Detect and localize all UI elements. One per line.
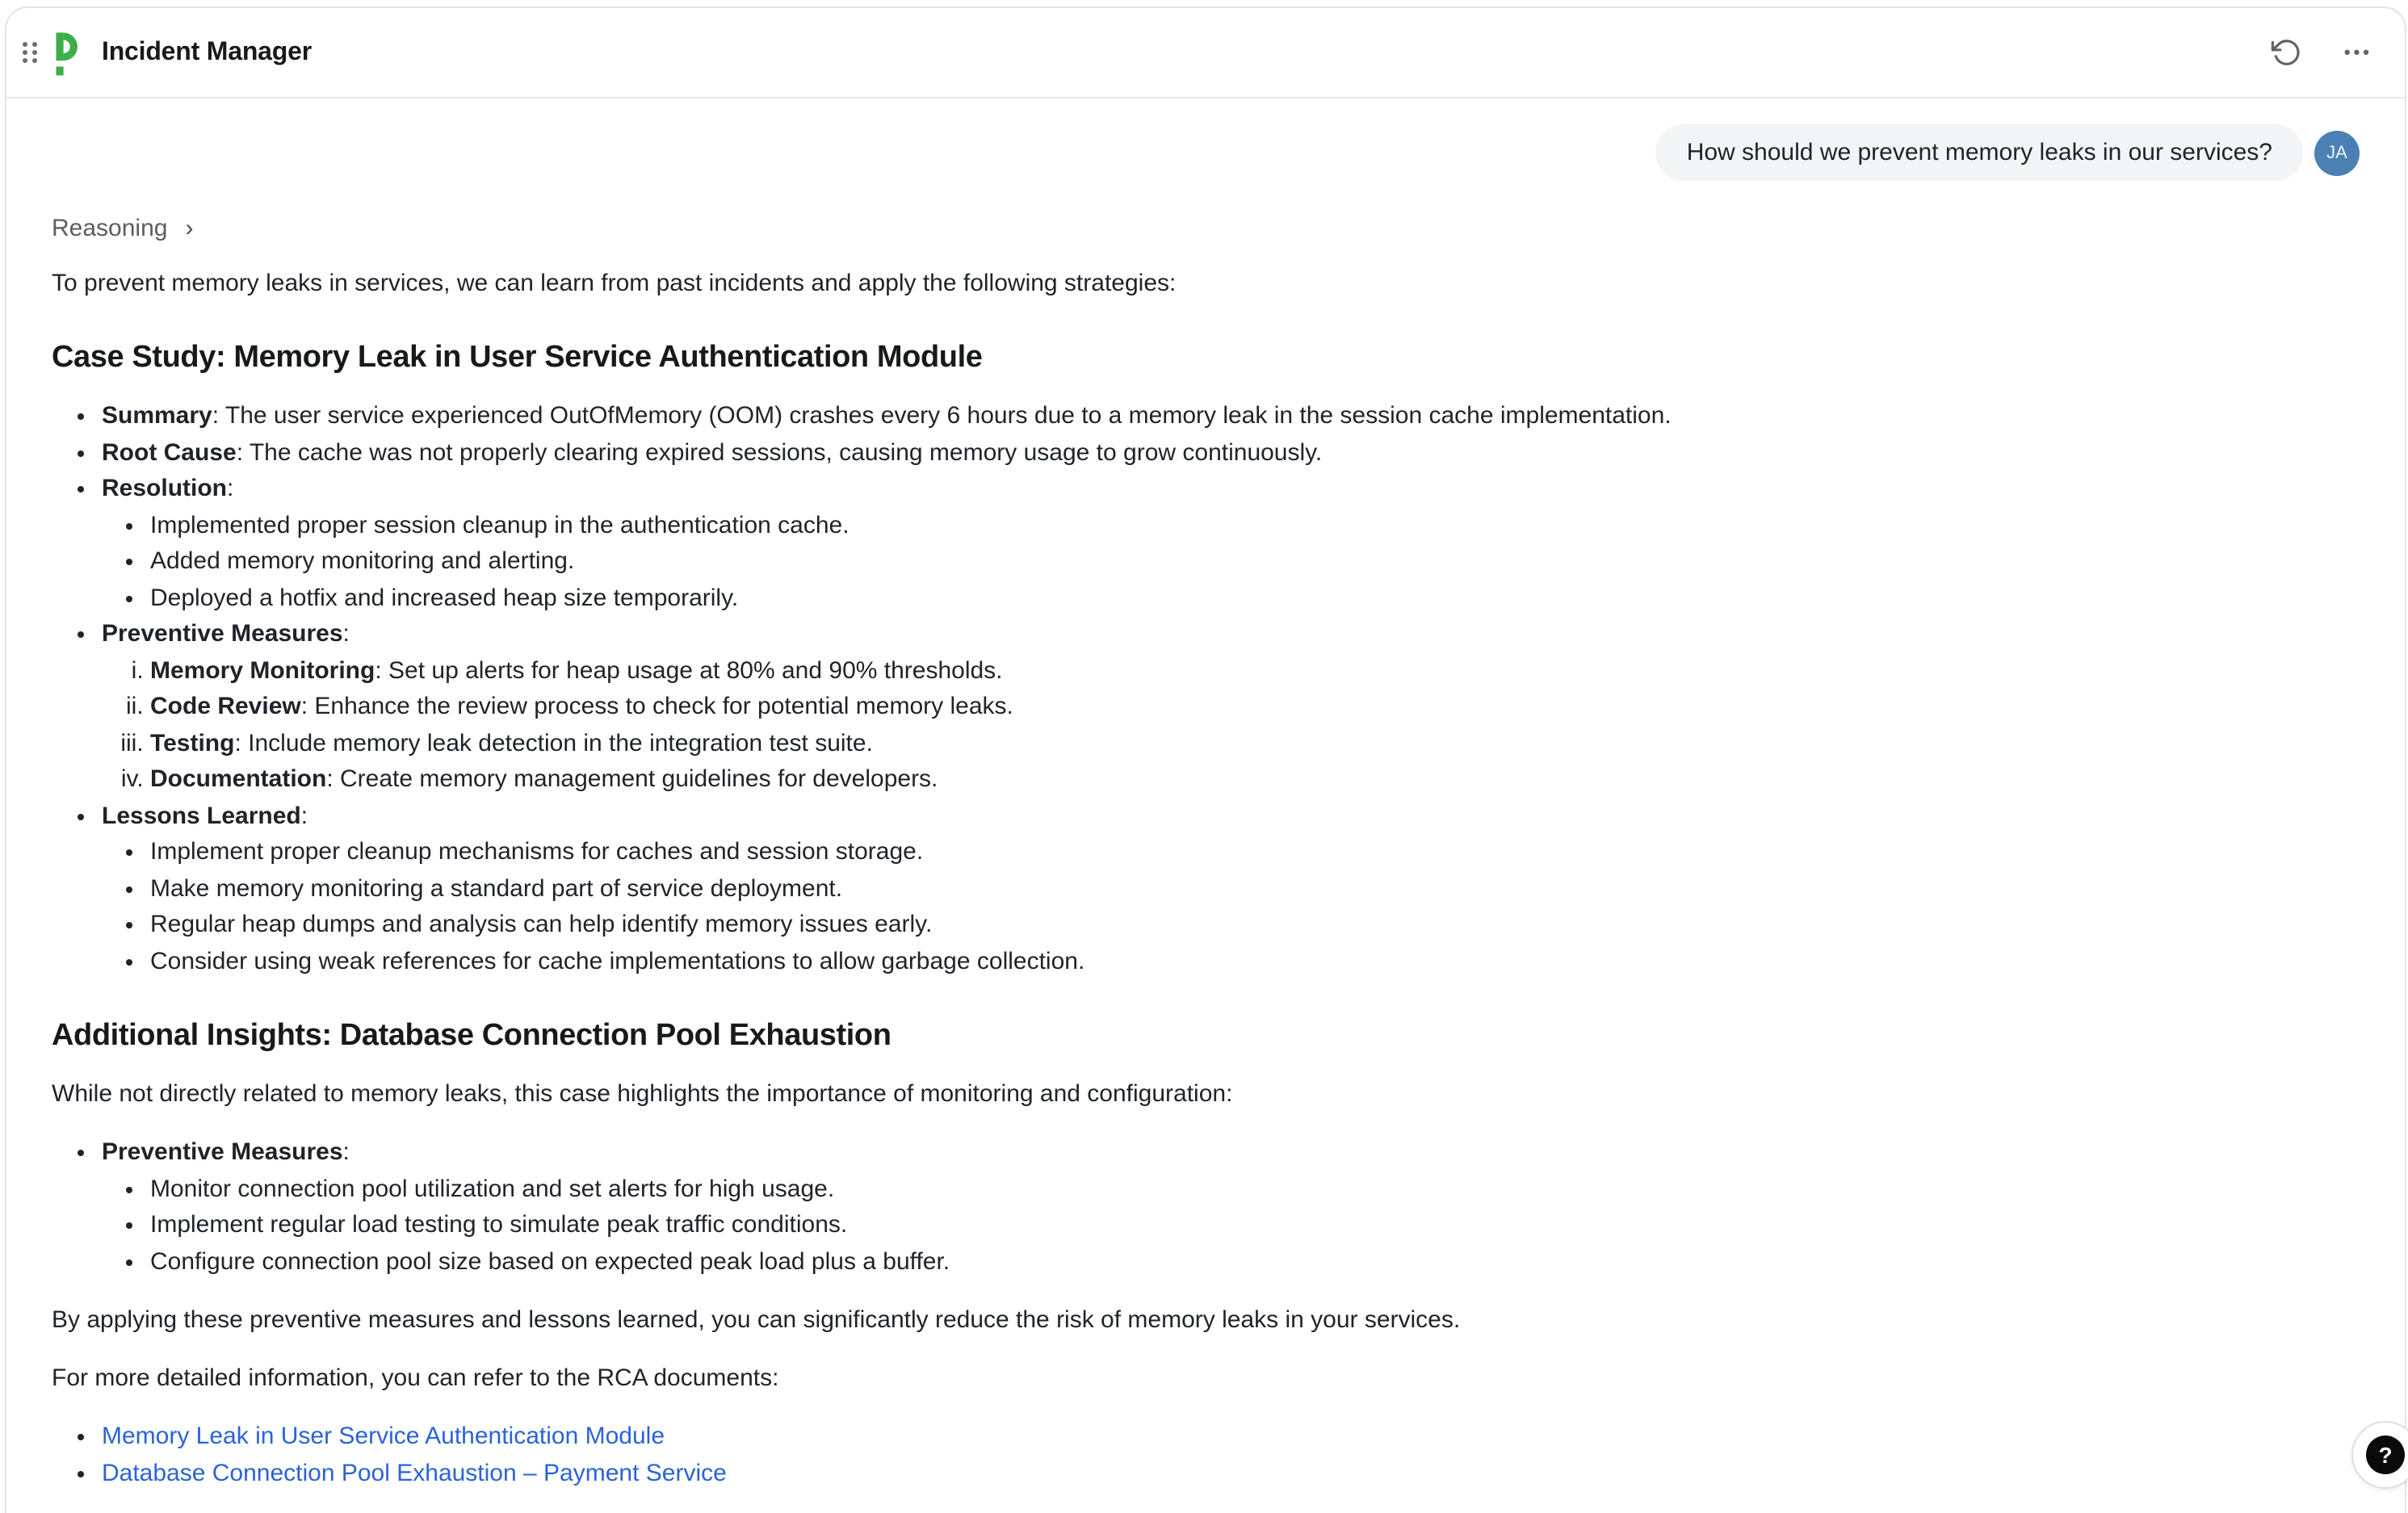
- list-item: [102, 1456, 2360, 1492]
- case-study-list: [52, 399, 2360, 980]
- question-mark-icon: ?: [2366, 1435, 2405, 1474]
- list-item: [102, 1419, 2360, 1456]
- rca-links-list: [52, 1419, 2360, 1492]
- user-message-bubble: How should we prevent memory leaks in our services?: [1656, 124, 2303, 181]
- chat-card: [5, 6, 2406, 1513]
- case-study-heading: Case Study: Memory Leak in User Service Authentication Module: [52, 341, 983, 375]
- lessons-learned-sublist: [102, 835, 2360, 980]
- list-item: • Implement proper cleanup mechanisms for caches and session storage.: [150, 835, 2360, 871]
- additional-intro-paragraph: While not directly related to memory leaks, this case highlights the importance of monitoring and configuration:: [52, 1080, 1233, 1108]
- retry-button[interactable]: [2272, 37, 2302, 68]
- list-item: • Added memory monitoring and alerting.: [150, 544, 2360, 580]
- list-item: • Monitor connection pool utilization and set alerts for high usage.: [150, 1171, 2360, 1208]
- list-item: • Lessons Learned: • Implement proper cleanup mechanisms for caches and session storage. • Make memory monitoring a standard part of service deployment. • Regular heap dumps and analysis can help identify memory issues early. • Consider using weak references for cache implementations to allow garbage collection.: [102, 798, 2360, 980]
- resolution-sublist: [102, 508, 2360, 617]
- intro-paragraph: To prevent memory leaks in services, we can learn from past incidents and apply the following strategies:: [52, 270, 1177, 297]
- list-item: • Implement regular load testing to simulate peak traffic conditions.: [150, 1208, 2360, 1244]
- user-avatar: JA: [2314, 130, 2360, 175]
- list-item: • Preventive Measures: • Monitor connection pool utilization and set alerts for high usage. • Implement regular load testing to simulate peak traffic conditions. • Configure connection pool size based on expected peak load plus a buffer.: [102, 1135, 2360, 1280]
- preventive-measures-sublist: [102, 653, 2360, 798]
- additional-preventive-sublist: [102, 1171, 2360, 1280]
- list-item: iv. Documentation: Create memory management guidelines for developers.: [150, 762, 2360, 798]
- list-item: • Consider using weak references for cache implementations to allow garbage collection.: [150, 944, 2360, 980]
- list-item: • Regular heap dumps and analysis can help identify memory issues early.: [150, 907, 2360, 944]
- additional-insights-heading: Additional Insights: Database Connection Pool Exhaustion: [52, 1019, 891, 1053]
- chat-content: [6, 124, 2405, 1492]
- header-bar: [6, 8, 2405, 98]
- chevron-right-icon: ›: [185, 215, 194, 242]
- list-item: • Configure connection pool size based on expected peak load plus a buffer.: [150, 1244, 2360, 1280]
- list-item: • Implemented proper session cleanup in the authentication cache.: [150, 508, 2360, 544]
- list-item: • Resolution: • Implemented proper session cleanup in the authentication cache. • Added memory monitoring and alerting. • Deployed a hotfix and increased heap size temporarily.: [102, 472, 2360, 617]
- rca-link-db-pool[interactable]: Database Connection Pool Exhaustion – Payment Service: [102, 1459, 727, 1486]
- app-title: Incident Manager: [102, 38, 312, 65]
- list-item: • Deployed a hotfix and increased heap size temporarily.: [150, 580, 2360, 617]
- list-item: • Make memory monitoring a standard part of service deployment.: [150, 871, 2360, 907]
- list-item: • Root Cause: The cache was not properly clearing expired sessions, causing memory usage to grow continuously.: [102, 435, 2360, 472]
- list-item: • Preventive Measures: i. Memory Monitoring: Set up alerts for heap usage at 80% and 90% thresholds. ii. Code Review: Enhance the review process to check for potential memory leaks. iii. Testing: Include memory leak detection in the integration test suite. iv. Documentation: Create memory management guidelines for developers.: [102, 617, 2360, 798]
- reasoning-toggle[interactable]: [52, 215, 193, 242]
- list-item: i. Memory Monitoring: Set up alerts for heap usage at 80% and 90% thresholds.: [150, 653, 2360, 689]
- additional-list: [52, 1135, 2360, 1280]
- more-options-button[interactable]: [2344, 43, 2372, 62]
- closing-paragraph: By applying these preventive measures and lessons learned, you can significantly reduce the risk of memory leaks in your services.: [52, 1306, 1461, 1334]
- ellipsis-icon: •••: [2343, 43, 2372, 62]
- list-item: iii. Testing: Include memory leak detection in the integration test suite.: [150, 726, 2360, 762]
- list-item: • Summary: The user service experienced OutOfMemory (OOM) crashes every 6 hours due to a memory leak in the session cache implementation.: [102, 399, 2360, 435]
- rotate-ccw-icon: [2272, 37, 2302, 68]
- app-logo-icon: [52, 30, 86, 75]
- drag-handle-icon[interactable]: [23, 42, 37, 63]
- list-item: ii. Code Review: Enhance the review process to check for potential memory leaks.: [150, 689, 2360, 726]
- rca-link-memory-leak[interactable]: Memory Leak in User Service Authentication Module: [102, 1423, 665, 1450]
- reasoning-label: Reasoning: [52, 215, 168, 242]
- user-message-row: [52, 124, 2360, 181]
- rca-intro-paragraph: For more detailed information, you can refer to the RCA documents:: [52, 1364, 779, 1392]
